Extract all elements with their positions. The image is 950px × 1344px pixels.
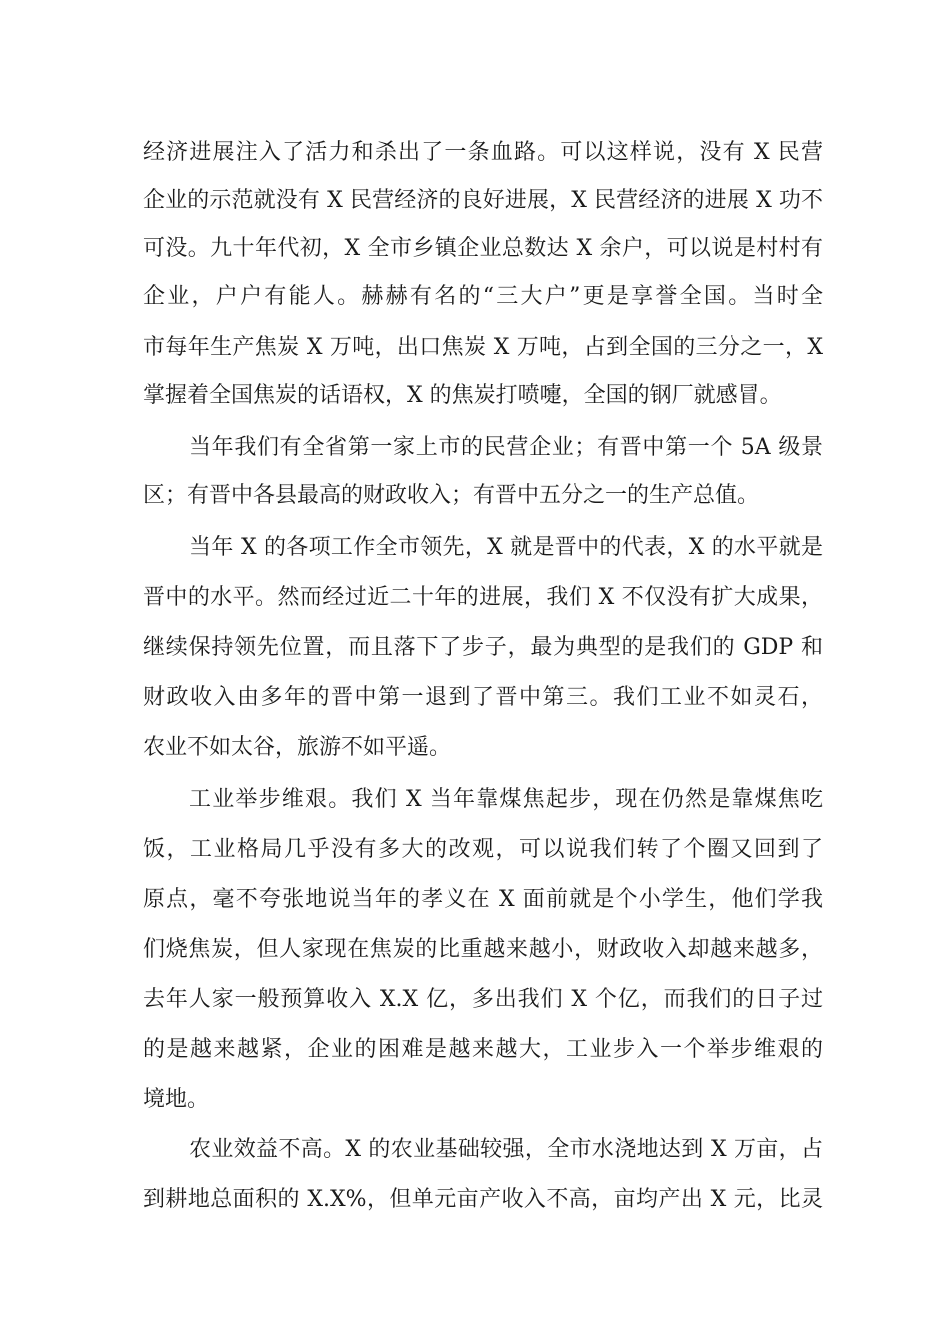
paragraph-first-line: 工业举步维艰。我们 X 当年靠煤焦起步，现在仍然是靠煤焦吃 (189, 787, 823, 812)
text-line: 区；有晋中各县最高的财政收入；有晋中五分之一的生产总值。 (143, 483, 760, 508)
text-line: 继续保持领先位置，而且落下了步子，最为典型的是我们的 GDP 和 (143, 635, 823, 660)
text-line: 饭，工业格局几乎没有多大的改观，可以说我们转了个圈又回到了 (143, 837, 823, 862)
text-line: 们烧焦炭，但人家现在焦炭的比重越来越小，财政收入却越来越多， (143, 937, 823, 962)
text-line: 经济进展注入了活力和杀出了一条血路。可以这样说，没有 X 民营 (143, 140, 823, 165)
text-line: 掌握着全国焦炭的话语权，X 的焦炭打喷嚏，全国的钢厂就感冒。 (143, 383, 782, 408)
text-line: 企业的示范就没有 X 民营经济的良好进展，X 民营经济的进展 X 功不 (143, 188, 823, 213)
text-line: 农业不如太谷，旅游不如平遥。 (143, 735, 452, 760)
text-line: 到耕地总面积的 X.X%，但单元亩产收入不高，亩均产出 X 元，比灵 (143, 1187, 823, 1212)
text-line: 企业，户户有能人。赫赫有名的“三大户”更是享誉全国。当时全 (143, 284, 823, 309)
text-line: 晋中的水平。然而经过近二十年的进展，我们 X 不仅没有扩大成果， (143, 585, 823, 610)
paragraph-first-line: 当年 X 的各项工作全市领先，X 就是晋中的代表，X 的水平就是 (189, 535, 823, 560)
text-line: 可没。九十年代初，X 全市乡镇企业总数达 X 余户，可以说是村村有 (143, 236, 823, 261)
text-line: 境地。 (143, 1087, 210, 1112)
paragraph-first-line: 当年我们有全省第一家上市的民营企业；有晋中第一个 5A 级景 (189, 435, 823, 460)
text-line: 市每年生产焦炭 X 万吨，出口焦炭 X 万吨，占到全国的三分之一，X (143, 335, 823, 360)
text-line: 的是越来越紧，企业的困难是越来越大，工业步入一个举步维艰的 (143, 1037, 823, 1062)
text-line: 原点，毫不夸张地说当年的孝义在 X 面前就是个小学生，他们学我 (143, 887, 823, 912)
text-line: 财政收入由多年的晋中第一退到了晋中第三。我们工业不如灵石， (143, 685, 823, 710)
paragraph-first-line: 农业效益不高。X 的农业基础较强，全市水浇地达到 X 万亩，占 (189, 1137, 823, 1162)
text-line: 去年人家一般预算收入 X.X 亿，多出我们 X 个亿，而我们的日子过 (143, 987, 823, 1012)
